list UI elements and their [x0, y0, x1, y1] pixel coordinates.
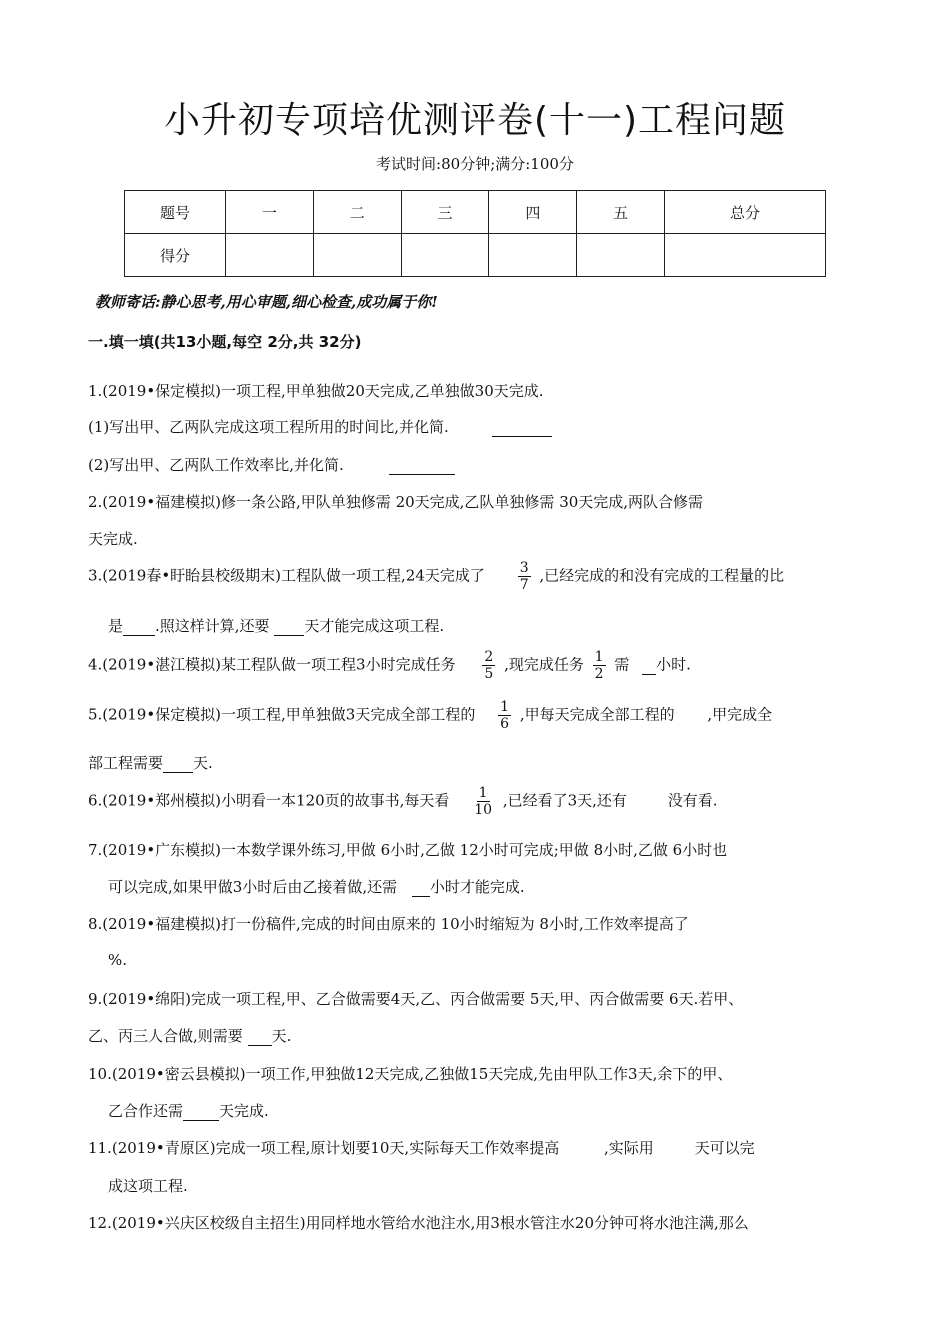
question-2-cont: 天完成. — [88, 530, 138, 548]
table-cell: 题号 — [125, 191, 226, 234]
score-cell[interactable] — [489, 234, 577, 277]
answer-blank[interactable] — [564, 1139, 604, 1157]
question-text: ,甲完成全 — [707, 705, 773, 724]
score-cell[interactable] — [665, 234, 826, 277]
question-8: 8.(2019•福建模拟)打一份稿件,完成的时间由原来的 10小时缩短为 8小时,工作效率提高了 — [88, 915, 689, 933]
question-text: .照这样计算,还要 — [155, 617, 270, 635]
table-cell: 一 — [226, 191, 314, 234]
question-text: 6.(2019•郑州模拟)小明看一本120页的故事书,每天看 — [88, 791, 450, 810]
score-cell[interactable] — [401, 234, 489, 277]
question-2: 2.(2019•福建模拟)修一条公路,甲队单独修需 20天完成,乙队单独修需 30天完成,两队合修需 — [88, 493, 704, 511]
table-cell: 二 — [313, 191, 401, 234]
question-text: 乙、丙三人合做,则需要 — [88, 1027, 243, 1045]
question-7-cont — [108, 876, 525, 897]
page-title: 小升初专项培优测评卷(十一)工程问题 — [163, 100, 787, 141]
question-text: (2)写出甲、乙两队工作效率比,并化简. — [88, 456, 344, 474]
question-11-cont: 成这项工程. — [108, 1177, 188, 1195]
answer-blank[interactable] — [642, 656, 656, 675]
answer-blank[interactable] — [679, 706, 707, 724]
question-9-cont — [88, 1025, 291, 1046]
fraction-numerator: 1 — [594, 649, 604, 665]
fraction-denominator: 10 — [474, 802, 493, 818]
question-text: ,甲每天完成全部工程的 — [519, 705, 675, 724]
question-3 — [88, 560, 784, 593]
question-text: 天. — [271, 1027, 292, 1045]
fraction-numerator: 1 — [500, 699, 510, 715]
section-title: 一.填一填(共13小题,每空 2分,共 32分) — [88, 333, 362, 351]
question-text: ,已经完成的和没有完成的工程量的比 — [539, 566, 785, 585]
answer-blank[interactable] — [163, 754, 193, 773]
table-cell: 总分 — [665, 191, 826, 234]
question-text: ,现完成任务 — [504, 655, 584, 674]
question-6 — [88, 785, 717, 818]
question-text: 天可以完 — [694, 1139, 755, 1157]
question-5-cont — [88, 752, 213, 773]
question-text: ,已经看了3天,还有 — [502, 791, 627, 810]
fraction-denominator: 7 — [519, 577, 529, 593]
question-text: 小时. — [656, 655, 691, 674]
table-cell: 五 — [577, 191, 665, 234]
question-1: 1.(2019•保定模拟)一项工程,甲单独做20天完成,乙单独做30天完成. — [88, 382, 544, 400]
question-text: 天才能完成这项工程. — [304, 617, 445, 635]
question-5 — [88, 699, 772, 732]
question-8-cont: %. — [108, 951, 128, 969]
score-cell[interactable] — [226, 234, 314, 277]
question-10: 10.(2019•密云县模拟)一项工作,甲独做12天完成,乙独做15天完成,先由甲队工作3天,余下的甲、 — [88, 1065, 733, 1083]
question-text: 部工程需要 — [88, 754, 164, 772]
question-text: 可以完成,如果甲做3小时后由乙接着做,还需 — [108, 878, 398, 896]
fraction — [518, 560, 531, 593]
fraction-denominator: 6 — [500, 716, 510, 732]
answer-blank[interactable] — [248, 1027, 272, 1046]
answer-blank[interactable] — [632, 792, 668, 810]
question-1-part-2 — [88, 454, 455, 475]
fraction — [498, 699, 511, 732]
table-cell: 四 — [489, 191, 577, 234]
question-7: 7.(2019•广东模拟)一本数学课外练习,甲做 6小时,乙做 12小时可完成;甲做 8小时,乙做 6小时也 — [88, 841, 728, 859]
question-text: 4.(2019•湛江模拟)某工程队做一项工程3小时完成任务 — [88, 655, 456, 674]
score-table — [124, 190, 826, 277]
table-header-row — [125, 191, 826, 234]
question-1-part-1 — [88, 416, 552, 437]
question-3-cont — [108, 615, 444, 636]
fraction — [593, 649, 606, 682]
question-4 — [88, 649, 691, 682]
question-text: 5.(2019•保定模拟)一项工程,甲单独做3天完成全部工程的 — [88, 705, 476, 724]
fraction-denominator: 5 — [484, 666, 494, 682]
fraction-numerator: 2 — [484, 649, 494, 665]
table-cell: 得分 — [125, 234, 226, 277]
table-cell: 三 — [401, 191, 489, 234]
table-row — [125, 234, 826, 277]
answer-blank[interactable] — [274, 617, 304, 636]
question-text: (1)写出甲、乙两队完成这项工程所用的时间比,并化简. — [88, 418, 449, 436]
fraction — [472, 785, 494, 818]
question-10-cont — [108, 1100, 269, 1121]
fraction-numerator: 3 — [519, 560, 529, 576]
answer-blank[interactable] — [492, 418, 552, 437]
exam-info: 考试时间:80分钟;满分:100分 — [376, 155, 574, 173]
question-text: 11.(2019•青原区)完成一项工程,原计划要10天,实际每天工作效率提高 — [88, 1139, 560, 1157]
answer-blank[interactable] — [183, 1102, 219, 1121]
score-cell[interactable] — [313, 234, 401, 277]
question-text: 是 — [108, 617, 124, 635]
question-text: 3.(2019春•盱眙县校级期末)工程队做一项工程,24天完成了 — [88, 566, 485, 585]
question-text: 小时才能完成. — [429, 878, 525, 896]
teacher-message: 教师寄话:静心思考,用心审题,细心检查,成功属于你! — [95, 293, 438, 311]
fraction — [482, 649, 495, 682]
fraction-numerator: 1 — [478, 785, 488, 801]
score-cell[interactable] — [577, 234, 665, 277]
question-9: 9.(2019•绵阳)完成一项工程,甲、乙合做需要4天,乙、丙合做需要 5天,甲、丙合做需要 6天.若甲、 — [88, 990, 744, 1008]
answer-blank[interactable] — [659, 1139, 695, 1157]
answer-blank[interactable] — [389, 456, 455, 475]
question-text: 天. — [193, 754, 213, 772]
question-text: 没有看. — [667, 791, 718, 810]
question-text: 乙合作还需 — [108, 1102, 184, 1120]
question-11 — [88, 1137, 755, 1158]
question-text: 天完成. — [219, 1102, 269, 1120]
answer-blank[interactable] — [123, 617, 155, 636]
question-12: 12.(2019•兴庆区校级自主招生)用同样地水管给水池注水,用3根水管注水20分钟可将水池注满,那么 — [88, 1214, 749, 1232]
question-text: ,实际用 — [604, 1139, 654, 1157]
fraction-denominator: 2 — [594, 666, 604, 682]
answer-blank[interactable] — [412, 878, 430, 897]
question-text: 需 — [614, 655, 630, 674]
